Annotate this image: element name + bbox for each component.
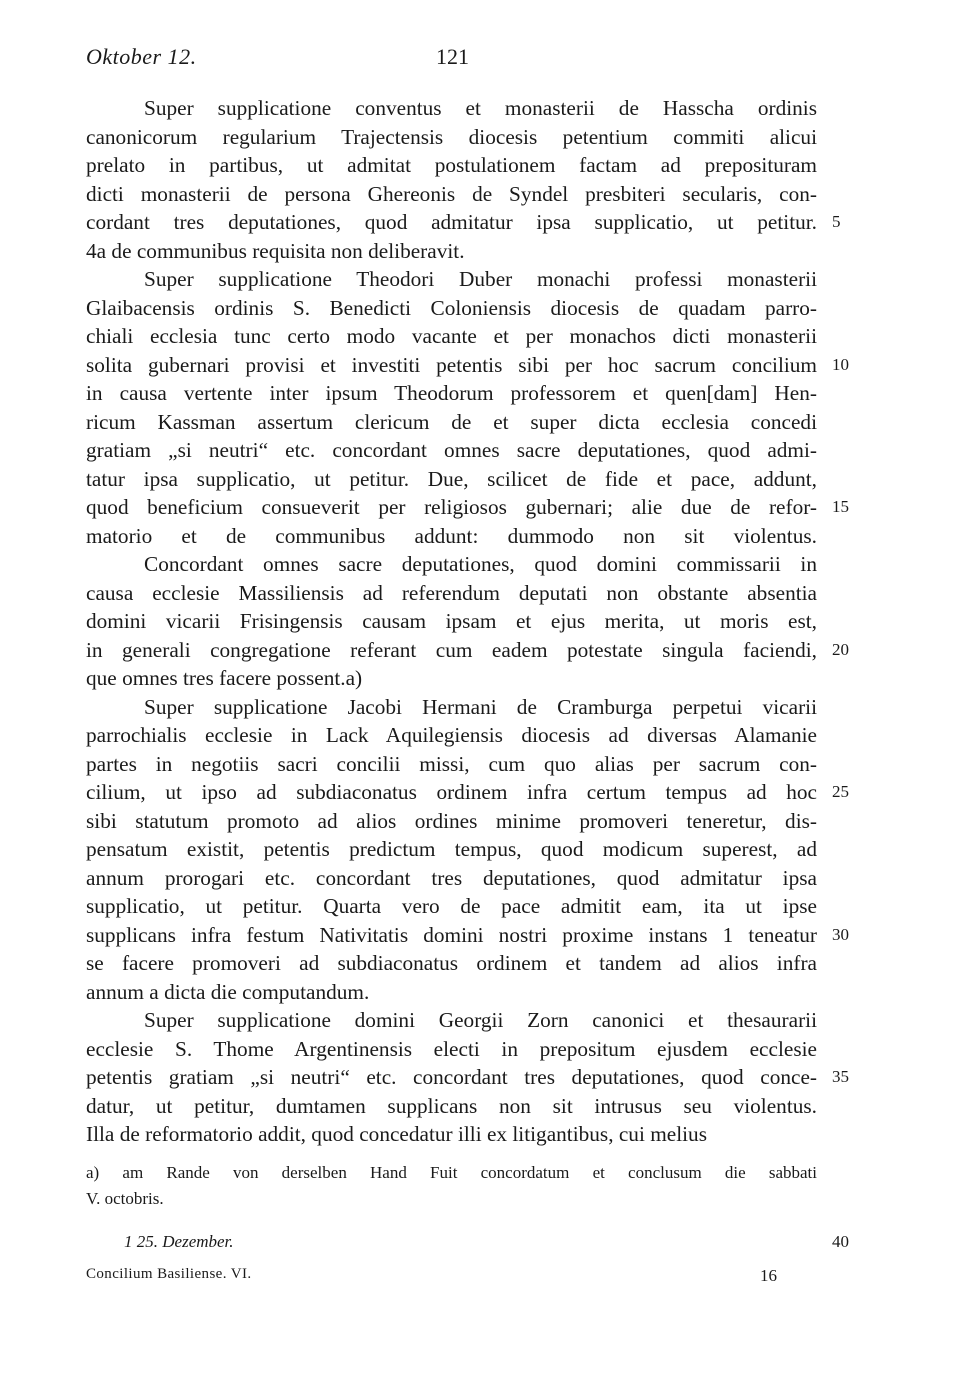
text-line: ricum Kassman assertum clericum de et super dicta ecclesia concedi — [86, 409, 817, 434]
text-line: domini vicarii Frisingensis causam ipsam et ejus merita, ut moris est, — [86, 609, 817, 633]
text-line: partes in negotiis sacri concilii missi, cum quo alias per sacrum con- — [86, 751, 817, 776]
text-line: causa ecclesie Massiliensis ad referendum deputati non obstante absentia — [86, 580, 817, 605]
text-line: Super supplicatione conventus et monasterii de Hasscha ordinis — [144, 96, 817, 120]
page-number: 121 — [436, 44, 469, 69]
text-line: parrochialis ecclesie in Lack Aquilegiensis diocesis ad diversas Alamanie — [86, 723, 817, 747]
text-line: supplicatio, ut petitur. Quarta vero de pace admitit eam, ita ut ipse — [86, 894, 817, 918]
text-line: dicti monasterii de persona Ghereonis de Syndel presbiteri secularis, con- — [86, 181, 817, 206]
signature-mark: 16 — [760, 1266, 777, 1285]
line-number: 15 — [832, 497, 849, 516]
footnote-1: 1 25. Dezember. — [124, 1232, 234, 1251]
text-line: petentis gratiam „si neutri“ etc. concordant tres deputationes, quod conce- — [86, 1065, 817, 1089]
line-number: 25 — [832, 782, 849, 801]
footnote-a-line-1: a) am Rande von derselben Hand Fuit concordatum et conclusum die sabbati — [86, 1163, 817, 1182]
text-line: prelato in partibus, ut admitat postulationem factam ad preposituram — [86, 153, 817, 177]
series-title: Concilium Basiliense. VI. — [86, 1266, 252, 1282]
text-line: annum prorogari etc. concordant tres deputationes, quod admitatur ipsa — [86, 865, 817, 890]
line-number: 30 — [832, 924, 849, 944]
text-line: Super supplicatione domini Georgii Zorn canonici et thesaurarii — [144, 1008, 817, 1032]
text-line: sibi statutum promoto ad alios ordines minime promoveri teneretur, dis- — [86, 808, 817, 833]
text-line: supplicans infra festum Nativitatis domini nostri proxime instans 1 teneatur — [86, 922, 817, 947]
text-line: 4a de communibus requisita non deliberavit. — [86, 238, 465, 263]
text-line: Illa de reformatorio addit, quod concedatur illi ex litigantibus, cui melius — [86, 1122, 707, 1146]
line-number: 35 — [832, 1067, 849, 1086]
line-number: 20 — [832, 639, 849, 659]
text-line: in generali congregatione referant cum eadem potestate singula faciendi, — [86, 637, 817, 662]
text-line: ecclesie S. Thome Argentinensis electi in prepositum ejusdem ecclesie — [86, 1036, 817, 1061]
text-line: in causa vertente inter ipsum Theodorum professorem et quen[dam] Hen- — [86, 381, 817, 405]
text-line: que omnes tres facere possent.a) — [86, 666, 363, 690]
line-number-40: 40 — [832, 1232, 849, 1251]
text-line: cordant tres deputationes, quod admitatur ipsa supplicatio, ut petitur. — [86, 210, 817, 234]
text-line: se facere promoveri ad subdiaconatus ordinem et tandem ad alios infra — [86, 951, 817, 975]
text-line: Concordant omnes sacre deputationes, quod domini commissarii in — [144, 552, 817, 576]
text-line: solita gubernari provisi et investiti petentis sibi per hoc sacrum concilium — [86, 352, 817, 377]
text-line: Super supplicatione Theodori Duber monachi professi monasterii — [144, 267, 817, 291]
text-line: canonicorum regularium Trajectensis diocesis petentium commiti alicui — [86, 124, 817, 149]
text-line: cilium, ut ipso ad subdiaconatus ordinem infra certum tempus ad hoc — [86, 780, 817, 804]
text-line: datur, ut petitur, dumtamen supplicans non sit intrusus seu violentus. — [86, 1093, 817, 1118]
text-line: quod beneficium consueverit per religiosos gubernari; alie due de refor- — [86, 495, 817, 519]
text-line: annum a dicta die computandum. — [86, 979, 370, 1004]
line-number: 5 — [832, 212, 841, 231]
text-line: pensatum existit, petentis predictum tempus, quod modicum superest, ad — [86, 837, 817, 861]
footnote-a-line-2: V. octobris. — [86, 1189, 164, 1208]
text-line: Glaibacensis ordinis S. Benedicti Coloniensis diocesis de quadam parro- — [86, 295, 817, 320]
text-line: tatur ipsa supplicatio, ut petitur. Due, scilicet de fide et pace, addunt, — [86, 466, 817, 491]
running-title: Oktober 12. — [86, 44, 197, 69]
text-line: gratiam „si neutri“ etc. concordant omnes sacre deputationes, quod admi- — [86, 438, 817, 462]
text-line: Super supplicatione Jacobi Hermani de Cramburga perpetui vicarii — [144, 694, 817, 719]
line-number: 10 — [832, 354, 849, 374]
text-line: matorio et de communibus addunt: dummodo non sit violentus. — [86, 523, 817, 548]
text-line: chiali ecclesia tunc certo modo vacante et per monachos dicti monasterii — [86, 324, 817, 348]
